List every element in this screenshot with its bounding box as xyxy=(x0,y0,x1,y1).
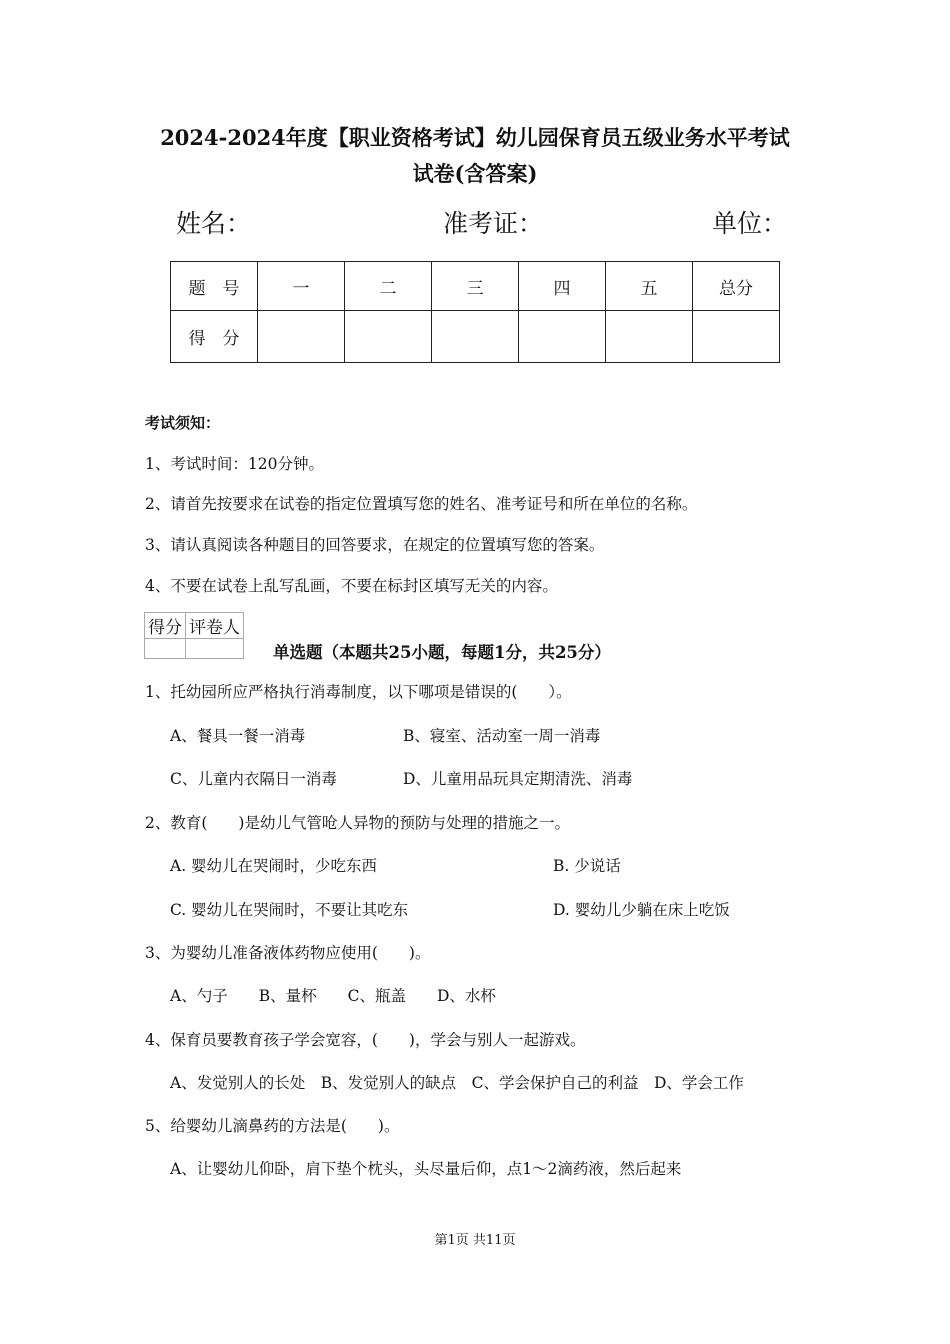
score-table-col-2: 二 xyxy=(345,262,432,311)
grader-score-label: 得分 xyxy=(145,613,186,639)
grader-table xyxy=(144,612,244,659)
score-cell-2 xyxy=(345,311,432,363)
score-cell-3 xyxy=(432,311,519,363)
question-5: 5、给婴幼儿滴鼻药的方法是( )。 xyxy=(145,1117,400,1135)
section-title: 单选题（本题共25小题，每题1分，共25分） xyxy=(273,643,611,662)
score-table xyxy=(170,261,780,363)
option-1c: C、儿童内衣隔日一消毒 xyxy=(170,770,337,788)
notice-item: 3、请认真阅读各种题目的回答要求，在规定的位置填写您的答案。 xyxy=(145,536,605,554)
options-3: A、勺子 B、量杯 C、瓶盖 D、水杯 xyxy=(170,987,496,1005)
question-3: 3、为婴幼儿准备液体药物应使用( )。 xyxy=(145,944,431,962)
option-5a: A、让婴幼儿仰卧，肩下垫个枕头，头尽量后仰，点1～2滴药液，然后起来 xyxy=(170,1160,682,1178)
unit-label: 单位： xyxy=(712,209,788,238)
options-4: A、发觉别人的长处 B、发觉别人的缺点 C、学会保护自己的利益 D、学会工作 xyxy=(170,1074,744,1092)
score-table-col-5: 五 xyxy=(606,262,693,311)
score-cell-total xyxy=(693,311,780,363)
notice-title: 考试须知： xyxy=(145,414,221,432)
option-2b: B. 少说话 xyxy=(553,857,621,875)
score-cell-4 xyxy=(519,311,606,363)
grader-name-cell xyxy=(186,639,244,659)
score-cell-1 xyxy=(258,311,345,363)
option-1d: D、儿童用品玩具定期清洗、消毒 xyxy=(403,770,633,788)
score-table-header-label: 题 号 xyxy=(171,262,258,311)
grader-score-cell xyxy=(145,639,186,659)
question-1: 1、托幼园所应严格执行消毒制度，以下哪项是错误的( ）。 xyxy=(145,683,572,701)
page-footer: 第1页 共11页 xyxy=(434,1233,516,1248)
question-2: 2、教育( )是幼儿气管呛人异物的预防与处理的措施之一。 xyxy=(145,814,570,832)
doc-title-line2: 试卷(含答案) xyxy=(412,161,538,186)
option-2a: A. 婴幼儿在哭闹时，少吃东西 xyxy=(170,857,378,875)
score-table-col-1: 一 xyxy=(258,262,345,311)
score-table-score-label: 得 分 xyxy=(171,311,258,363)
score-table-col-4: 四 xyxy=(519,262,606,311)
grader-name-label: 评卷人 xyxy=(186,613,244,639)
score-cell-5 xyxy=(606,311,693,363)
name-label: 姓名： xyxy=(176,209,252,238)
option-1a: A、餐具一餐一消毒 xyxy=(170,727,306,745)
score-table-col-total: 总分 xyxy=(693,262,780,311)
exam-number-label: 准考证： xyxy=(443,209,544,238)
notice-item: 2、请首先按要求在试卷的指定位置填写您的姓名、准考证号和所在单位的名称。 xyxy=(145,495,698,513)
option-2d: D. 婴幼儿少躺在床上吃饭 xyxy=(553,901,730,919)
score-table-col-3: 三 xyxy=(432,262,519,311)
notice-item: 1、考试时间：120分钟。 xyxy=(145,455,324,473)
notice-item: 4、不要在试卷上乱写乱画，不要在标封区填写无关的内容。 xyxy=(145,577,558,595)
question-4: 4、保育员要教育孩子学会宽容，( )，学会与别人一起游戏。 xyxy=(145,1031,586,1049)
doc-title-line1: 2024-2024年度【职业资格考试】幼儿园保育员五级业务水平考试 xyxy=(160,125,790,150)
option-2c: C. 婴幼儿在哭闹时，不要让其吃东 xyxy=(170,901,409,919)
option-1b: B、寝室、活动室一周一消毒 xyxy=(403,727,601,745)
